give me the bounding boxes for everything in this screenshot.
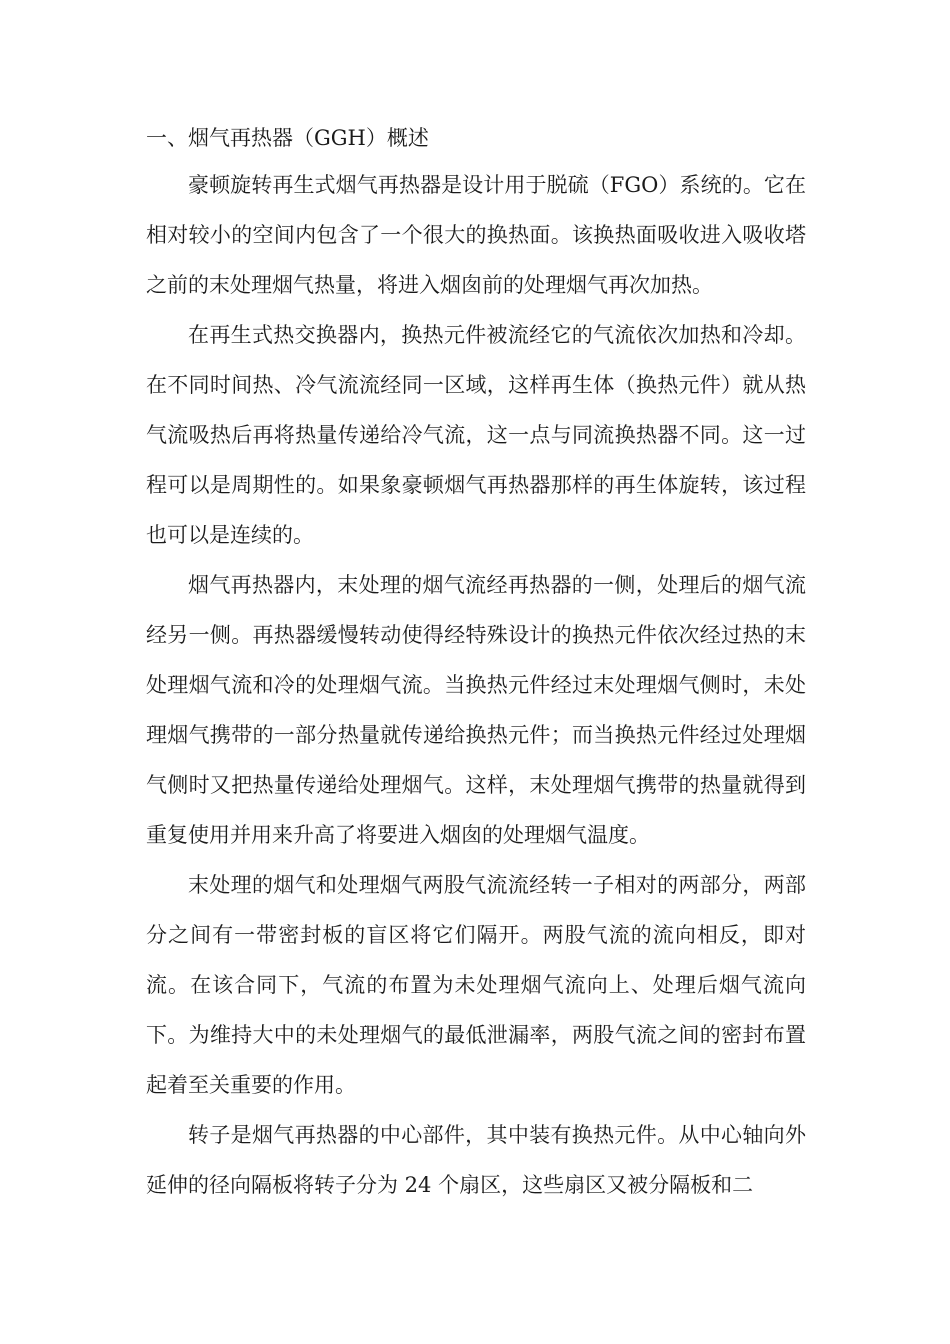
paragraph-sealing: 末处理的烟气和处理烟气两股气流流经转一子相对的两部分，两部分之间有一带密封板的盲区将它们隔开。两股气流的流向相反，即对流。在该合同下，气流的布置为未处理烟气流向上、处理后烟气流向下。为维持大中的未处理烟气的最低泄漏率，两股气流之间的密封布置起着至关重要的作用。 — [146, 873, 806, 1097]
section-heading: 一、烟气再热器（GGH）概述 — [146, 126, 429, 150]
paragraph-rotor: 转子是烟气再热器的中心部件，其中装有换热元件。从中心轴向外延伸的径向隔板将转子分为 24 个扇区，这些扇区又被分隔板和二 — [146, 1123, 806, 1197]
paragraph-gas-flow: 烟气再热器内，末处理的烟气流经再热器的一侧，处理后的烟气流经另一侧。再热器缓慢转动使得经特殊设计的换热元件依次经过热的末处理烟气流和冷的处理烟气流。当换热元件经过末处理烟气侧时，未处理烟气携带的一部分热量就传递给换热元件；而当换热元件经过处理烟气侧时又把热量传递给处理烟气。这样，末处理烟气携带的热量就得到重复使用并用来升高了将要进入烟囱的处理烟气温度。 — [146, 573, 806, 847]
paragraph-regenerative-principle: 在再生式热交换器内，换热元件被流经它的气流依次加热和冷却。在不同时间热、冷气流流经同一区域，这样再生体（换热元件）就从热气流吸热后再将热量传递给冷气流，这一点与同流换热器不同。这一过程可以是周期性的。如果象豪顿烟气再热器那样的再生体旋转，该过程也可以是连续的。 — [146, 323, 806, 547]
paragraph-overview: 豪顿旋转再生式烟气再热器是设计用于脱硫（FGO）系统的。它在相对较小的空间内包含了一个很大的换热面。该换热面吸收进入吸收塔之前的末处理烟气热量，将进入烟囱前的处理烟气再次加热。 — [146, 173, 806, 297]
document-body — [146, 116, 806, 1210]
